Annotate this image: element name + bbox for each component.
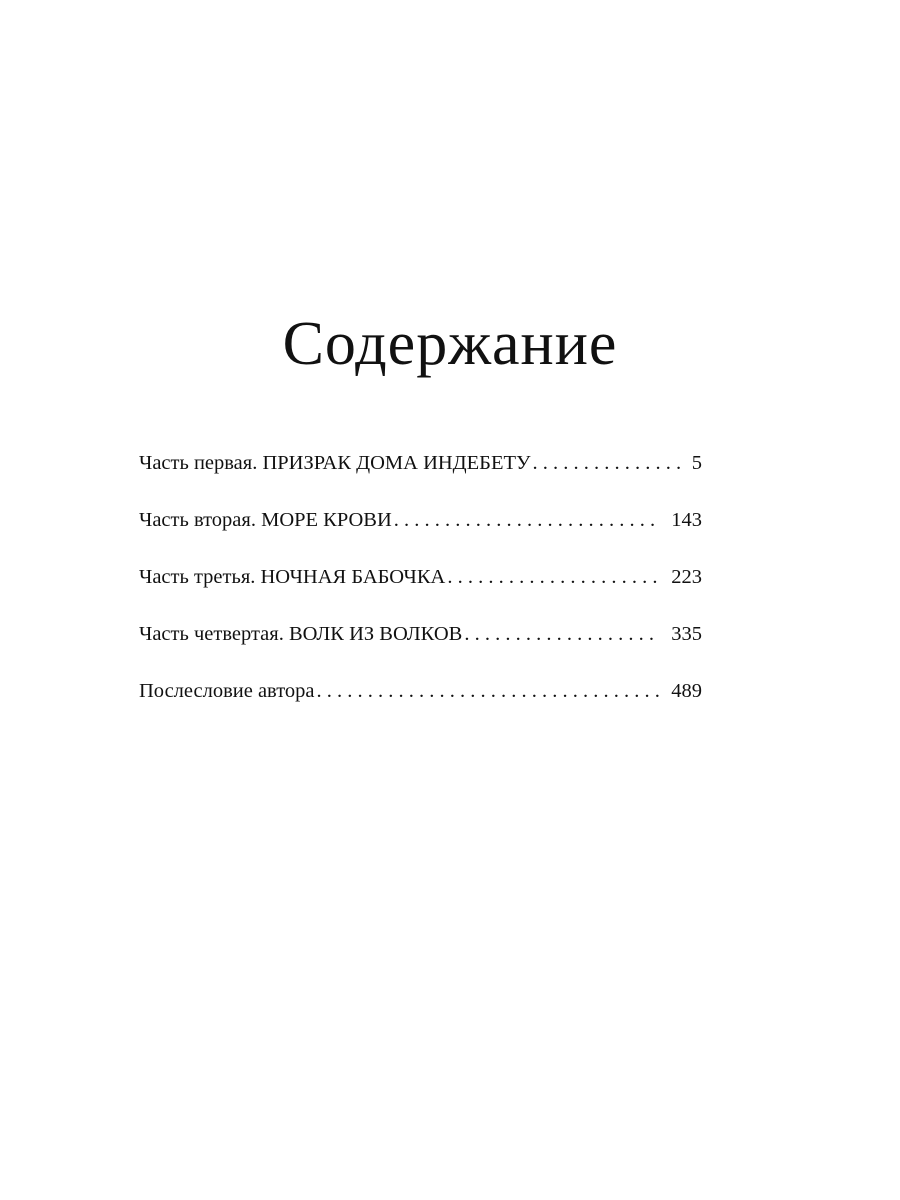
toc-entry-part-2 [139, 504, 702, 561]
toc-entry-label: Часть четвертая. ВОЛК ИЗ ВОЛКОВ [139, 623, 463, 645]
toc-entry-page: 223 [671, 566, 702, 588]
dot-leader [315, 675, 660, 707]
dot-leader [392, 504, 659, 536]
toc-entry-afterword [139, 675, 702, 732]
dot-leader [445, 561, 659, 593]
toc-entry-part-1 [139, 447, 702, 504]
toc-entry-part-4 [139, 618, 702, 675]
toc-entry-part-3 [139, 561, 702, 618]
toc-entry-label: Часть первая. ПРИЗРАК ДОМА ИНДЕБЕТУ [139, 452, 531, 474]
toc-entry-page: 489 [671, 680, 702, 702]
toc-entry-page: 335 [671, 623, 702, 645]
toc-entry-page: 143 [671, 509, 702, 531]
toc-entry-page: 5 [691, 452, 702, 474]
toc-entry-label: Часть третья. НОЧНАЯ БАБОЧКА [139, 566, 446, 588]
toc-entry-label: Послесловие автора [139, 680, 315, 702]
page-title: Содержание [282, 310, 618, 378]
toc-entry-label: Часть вторая. МОРЕ КРОВИ [139, 509, 392, 531]
dot-leader [462, 618, 659, 650]
table-of-contents [139, 447, 702, 732]
dot-leader [531, 447, 680, 479]
